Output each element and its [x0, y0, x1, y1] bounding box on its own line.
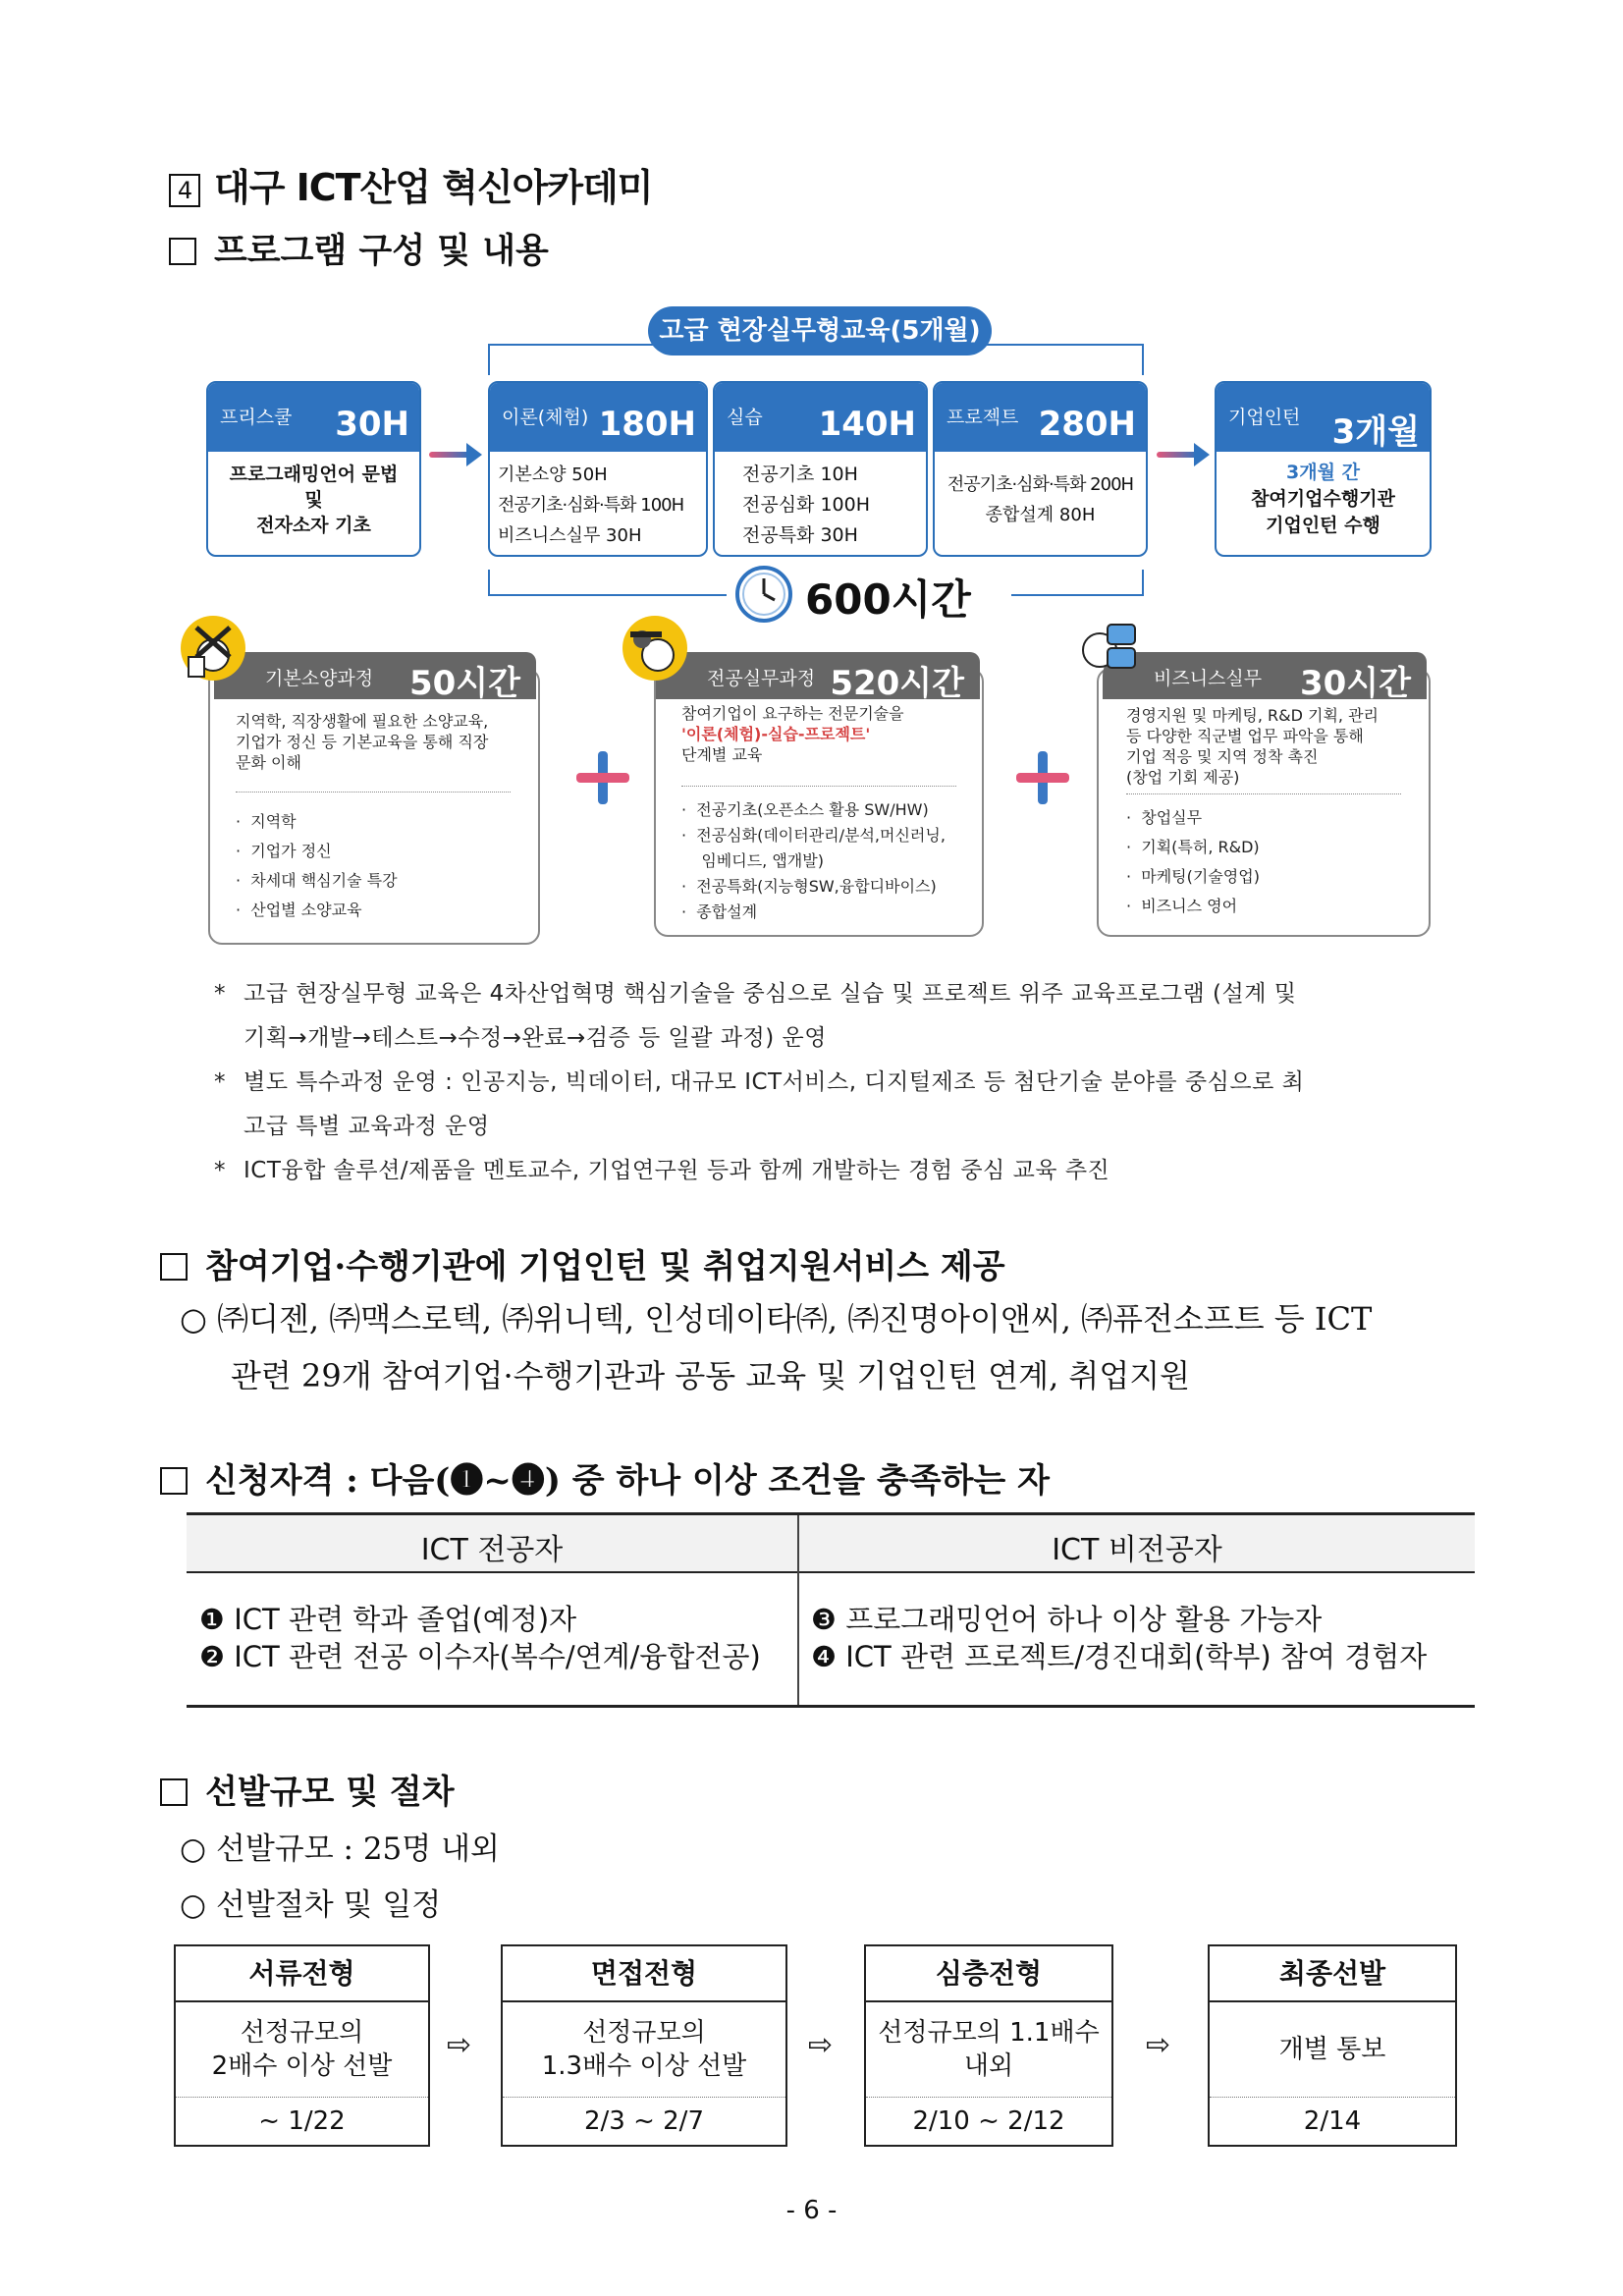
- course-card-header: [1103, 652, 1427, 703]
- step-date: ~ 1/22: [258, 2106, 346, 2136]
- eligibility-item: ❹ ICT 관련 프로젝트/경진대회(학부) 참여 경험자: [811, 1640, 1428, 1673]
- box-label: 실습: [727, 407, 763, 428]
- box-hours: 3개월: [1331, 412, 1420, 452]
- course-item: · 전공기초(오픈소스 활용 SW/HW): [681, 800, 929, 819]
- person-chat-icon: [1078, 621, 1137, 682]
- box-practice: [713, 381, 928, 557]
- course-desc-line: 문화 이해: [236, 753, 301, 772]
- total-bracket-right: [1142, 570, 1144, 596]
- clock-icon: [734, 565, 793, 624]
- box-hours: 30H: [335, 405, 409, 444]
- box-line: 3개월 간: [1286, 462, 1360, 483]
- nonmajor-items: [811, 1601, 1427, 1675]
- box-line: 전공특화 30H: [742, 524, 858, 546]
- major-items: [199, 1601, 761, 1675]
- arrow-icon: [429, 452, 470, 458]
- course-item: · 기업가 정신: [236, 842, 332, 860]
- checkbox-square-icon: [160, 1778, 188, 1806]
- step-arrow-icon: ⇨: [1146, 2028, 1171, 2062]
- step-title: 최종선발: [1210, 1946, 1455, 2002]
- course-item: · 지역학: [236, 812, 297, 831]
- box-line: 전공심화 100H: [742, 494, 871, 516]
- selection-scale: ○ 선발규모 : 25명 내외: [180, 1831, 500, 1867]
- step-final: [1208, 1944, 1457, 2147]
- checkbox-square-icon: [169, 238, 196, 265]
- selection-heading: [160, 1765, 455, 1813]
- step-body-line: 내외: [963, 2051, 1014, 2081]
- course-item: 임베디드, 앱개발): [701, 851, 824, 870]
- eligibility-heading: [160, 1453, 1050, 1502]
- course-card-header: [214, 652, 536, 703]
- box-preschool: [206, 381, 421, 557]
- total-bracket-left: [488, 570, 490, 596]
- section-number: 4: [169, 174, 200, 207]
- plus-icon: [1016, 751, 1069, 804]
- box-line: 기본소양 50H: [498, 465, 608, 485]
- section-title: [169, 157, 653, 211]
- course-desc-line: 등 다양한 직군별 업무 파악을 통해: [1126, 727, 1364, 745]
- course-title: 전공실무과정: [707, 668, 816, 689]
- program-notes: [214, 972, 1481, 1193]
- step-title: 서류전형: [176, 1946, 428, 2002]
- box-line: 전자소자 기초: [256, 515, 371, 536]
- step-indepth: [864, 1944, 1113, 2147]
- course-item: · 비즈니스 영어: [1126, 897, 1238, 915]
- eligibility-item: ❸ 프로그래밍언어 하나 이상 활용 가능자: [811, 1603, 1323, 1636]
- col-header-major: ICT 전공자: [420, 1533, 564, 1567]
- program-heading-text: 프로그램 구성 및 내용: [214, 231, 549, 271]
- step-date: 2/10 ~ 2/12: [912, 2106, 1065, 2136]
- support-line-1: ○ ㈜디젠, ㈜맥스로텍, ㈜위니텍, 인성데이타㈜, ㈜진명아이앤씨, ㈜퓨전소프트 등 ICT: [180, 1300, 1373, 1338]
- box-hours: 180H: [598, 405, 696, 444]
- support-heading-text: 참여기업·수행기관에 기업인턴 및 취업지원서비스 제공: [205, 1247, 1005, 1286]
- box-line: 비즈니스실무 30H: [498, 525, 642, 546]
- eligibility-item: ❷ ICT 관련 전공 이수자(복수/연계/융합전공): [199, 1640, 761, 1673]
- box-label: 프리스쿨: [220, 407, 293, 428]
- col-header-nonmajor: ICT 비전공자: [1052, 1533, 1222, 1567]
- step-body-line: 선정규모의 1.1배수: [878, 2018, 1100, 2048]
- banner-bracket-right: [1142, 344, 1144, 375]
- person-tools-icon: [179, 614, 247, 683]
- section-title-text: 대구 ICT산업 혁신아카데미: [214, 166, 653, 209]
- box-hours: 280H: [1038, 405, 1136, 444]
- table-header-rule: [187, 1571, 1475, 1573]
- course-item: · 전공심화(데이터관리/분석,머신러닝,: [681, 826, 946, 845]
- course-desc-line: 기업가 정신 등 기본교육을 통해 직장: [236, 733, 489, 751]
- box-label: 기업인턴: [1228, 407, 1301, 428]
- divider: [236, 792, 511, 793]
- box-line: 참여기업수행기관: [1251, 488, 1395, 510]
- note-item: * 고급 현장실무형 교육은 4차산업혁명 핵심기술을 중심으로 실습 및 프로젝트 위주 교육프로그램 (설계 및 기획→개발→테스트→수정→완료→검증 등 일괄 과정) 운영: [214, 981, 1297, 1051]
- support-heading: [160, 1239, 1005, 1287]
- course-desc-line: 기업 적응 및 지역 정착 촉진: [1126, 747, 1319, 766]
- step-body-line: 2배수 이상 선발: [211, 2051, 393, 2081]
- box-theory: [488, 381, 708, 557]
- course-desc-line: 단계별 교육: [681, 745, 763, 764]
- program-banner: 고급 현장실무형교육(5개월): [648, 306, 992, 355]
- course-hours: 30시간: [1299, 664, 1411, 703]
- course-hours: 520시간: [830, 664, 964, 703]
- box-label: 프로젝트: [947, 407, 1019, 428]
- box-label: 이론(체험): [502, 407, 589, 428]
- course-desc-line: '이론(체험)-실습-프로젝트': [681, 725, 871, 743]
- course-item: · 창업실무: [1126, 808, 1203, 827]
- checkbox-square-icon: [160, 1467, 188, 1495]
- step-interview: [501, 1944, 787, 2147]
- box-line: 및: [304, 489, 323, 511]
- note-item: * ICT융합 솔루션/제품을 멘토교수, 기업연구원 등과 함께 개발하는 경험 중심 교육 추진: [214, 1158, 1110, 1183]
- step-arrow-icon: ⇨: [447, 2028, 472, 2062]
- box-line: 전공기초·심화·특화 100H: [498, 495, 684, 516]
- arrow-icon: [1157, 452, 1198, 458]
- eligibility-heading-text: 신청자격 : 다음(❶~❹) 중 하나 이상 조건을 충족하는 자: [205, 1461, 1050, 1501]
- step-title: 심층전형: [866, 1946, 1111, 2002]
- selection-heading-text: 선발규모 및 절차: [205, 1773, 455, 1812]
- box-line: 종합설계 80H: [985, 505, 1096, 525]
- step-date: 2/14: [1303, 2106, 1362, 2136]
- selection-process: ○ 선발절차 및 일정: [180, 1887, 442, 1923]
- step-body-line: 선정규모의: [240, 2018, 364, 2048]
- box-hours: 140H: [818, 405, 916, 444]
- step-title: 면접전형: [503, 1946, 785, 2002]
- course-title: 비즈니스실무: [1154, 668, 1263, 689]
- box-line: 프로그래밍언어 문법: [229, 464, 399, 485]
- box-internship: [1215, 381, 1432, 557]
- course-item: · 전공특화(지능형SW,융합디바이스): [681, 877, 937, 896]
- step-body-line: 개별 통보: [1278, 2035, 1386, 2064]
- course-hours: 50시간: [408, 664, 520, 703]
- step-body-line: 선정규모의: [582, 2018, 706, 2048]
- box-line: 전공기초·심화·특화 200H: [947, 474, 1134, 495]
- plus-icon: [576, 751, 629, 804]
- course-desc-line: 경영지원 및 마케팅, R&D 기획, 관리: [1126, 706, 1379, 725]
- course-desc-line: 참여기업이 요구하는 전문기술을: [681, 704, 904, 723]
- course-item: · 산업별 소양교육: [236, 901, 362, 919]
- step-body-line: 1.3배수 이상 선발: [541, 2051, 747, 2081]
- box-line: 기업인턴 수행: [1266, 515, 1380, 536]
- support-line-2: 관련 29개 참여기업·수행기관과 공동 교육 및 기업인턴 연계, 취업지원: [231, 1357, 1191, 1394]
- page-number: - 6 -: [785, 2196, 838, 2225]
- person-gear-icon: [621, 614, 689, 683]
- step-date: 2/3 ~ 2/7: [583, 2106, 704, 2136]
- checkbox-square-icon: [160, 1253, 188, 1281]
- course-item: · 마케팅(기술영업): [1126, 867, 1260, 886]
- course-desc-line: (창업 기회 제공): [1126, 768, 1240, 787]
- course-desc-line: 지역학, 직장생활에 필요한 소양교육,: [236, 712, 489, 731]
- program-heading: [169, 224, 549, 273]
- box-project: [933, 381, 1148, 557]
- banner-bracket-left: [488, 344, 490, 375]
- arrow-head-icon: [466, 443, 482, 466]
- course-item: · 기획(특허, R&D): [1126, 838, 1260, 856]
- course-item: · 종합설계: [681, 902, 758, 921]
- arrow-head-icon: [1194, 443, 1210, 466]
- divider: [1126, 793, 1401, 794]
- course-item: · 차세대 핵심기술 특강: [236, 871, 398, 890]
- step-document: [174, 1944, 430, 2147]
- course-title: 기본소양과정: [265, 668, 374, 689]
- note-item: * 별도 특수과정 운영 : 인공지능, 빅데이터, 대규모 ICT서비스, 디지털제조 등 첨단기술 분야를 중심으로 최 고급 특별 교육과정 운영: [214, 1069, 1305, 1139]
- step-arrow-icon: ⇨: [808, 2028, 834, 2062]
- table-bottom-rule: [187, 1705, 1475, 1708]
- eligibility-item: ❶ ICT 관련 학과 졸업(예정)자: [199, 1603, 577, 1636]
- box-line: 전공기초 10H: [742, 464, 858, 485]
- divider: [681, 786, 956, 787]
- total-hours: 600시간: [805, 575, 971, 624]
- course-card-header: [656, 652, 980, 703]
